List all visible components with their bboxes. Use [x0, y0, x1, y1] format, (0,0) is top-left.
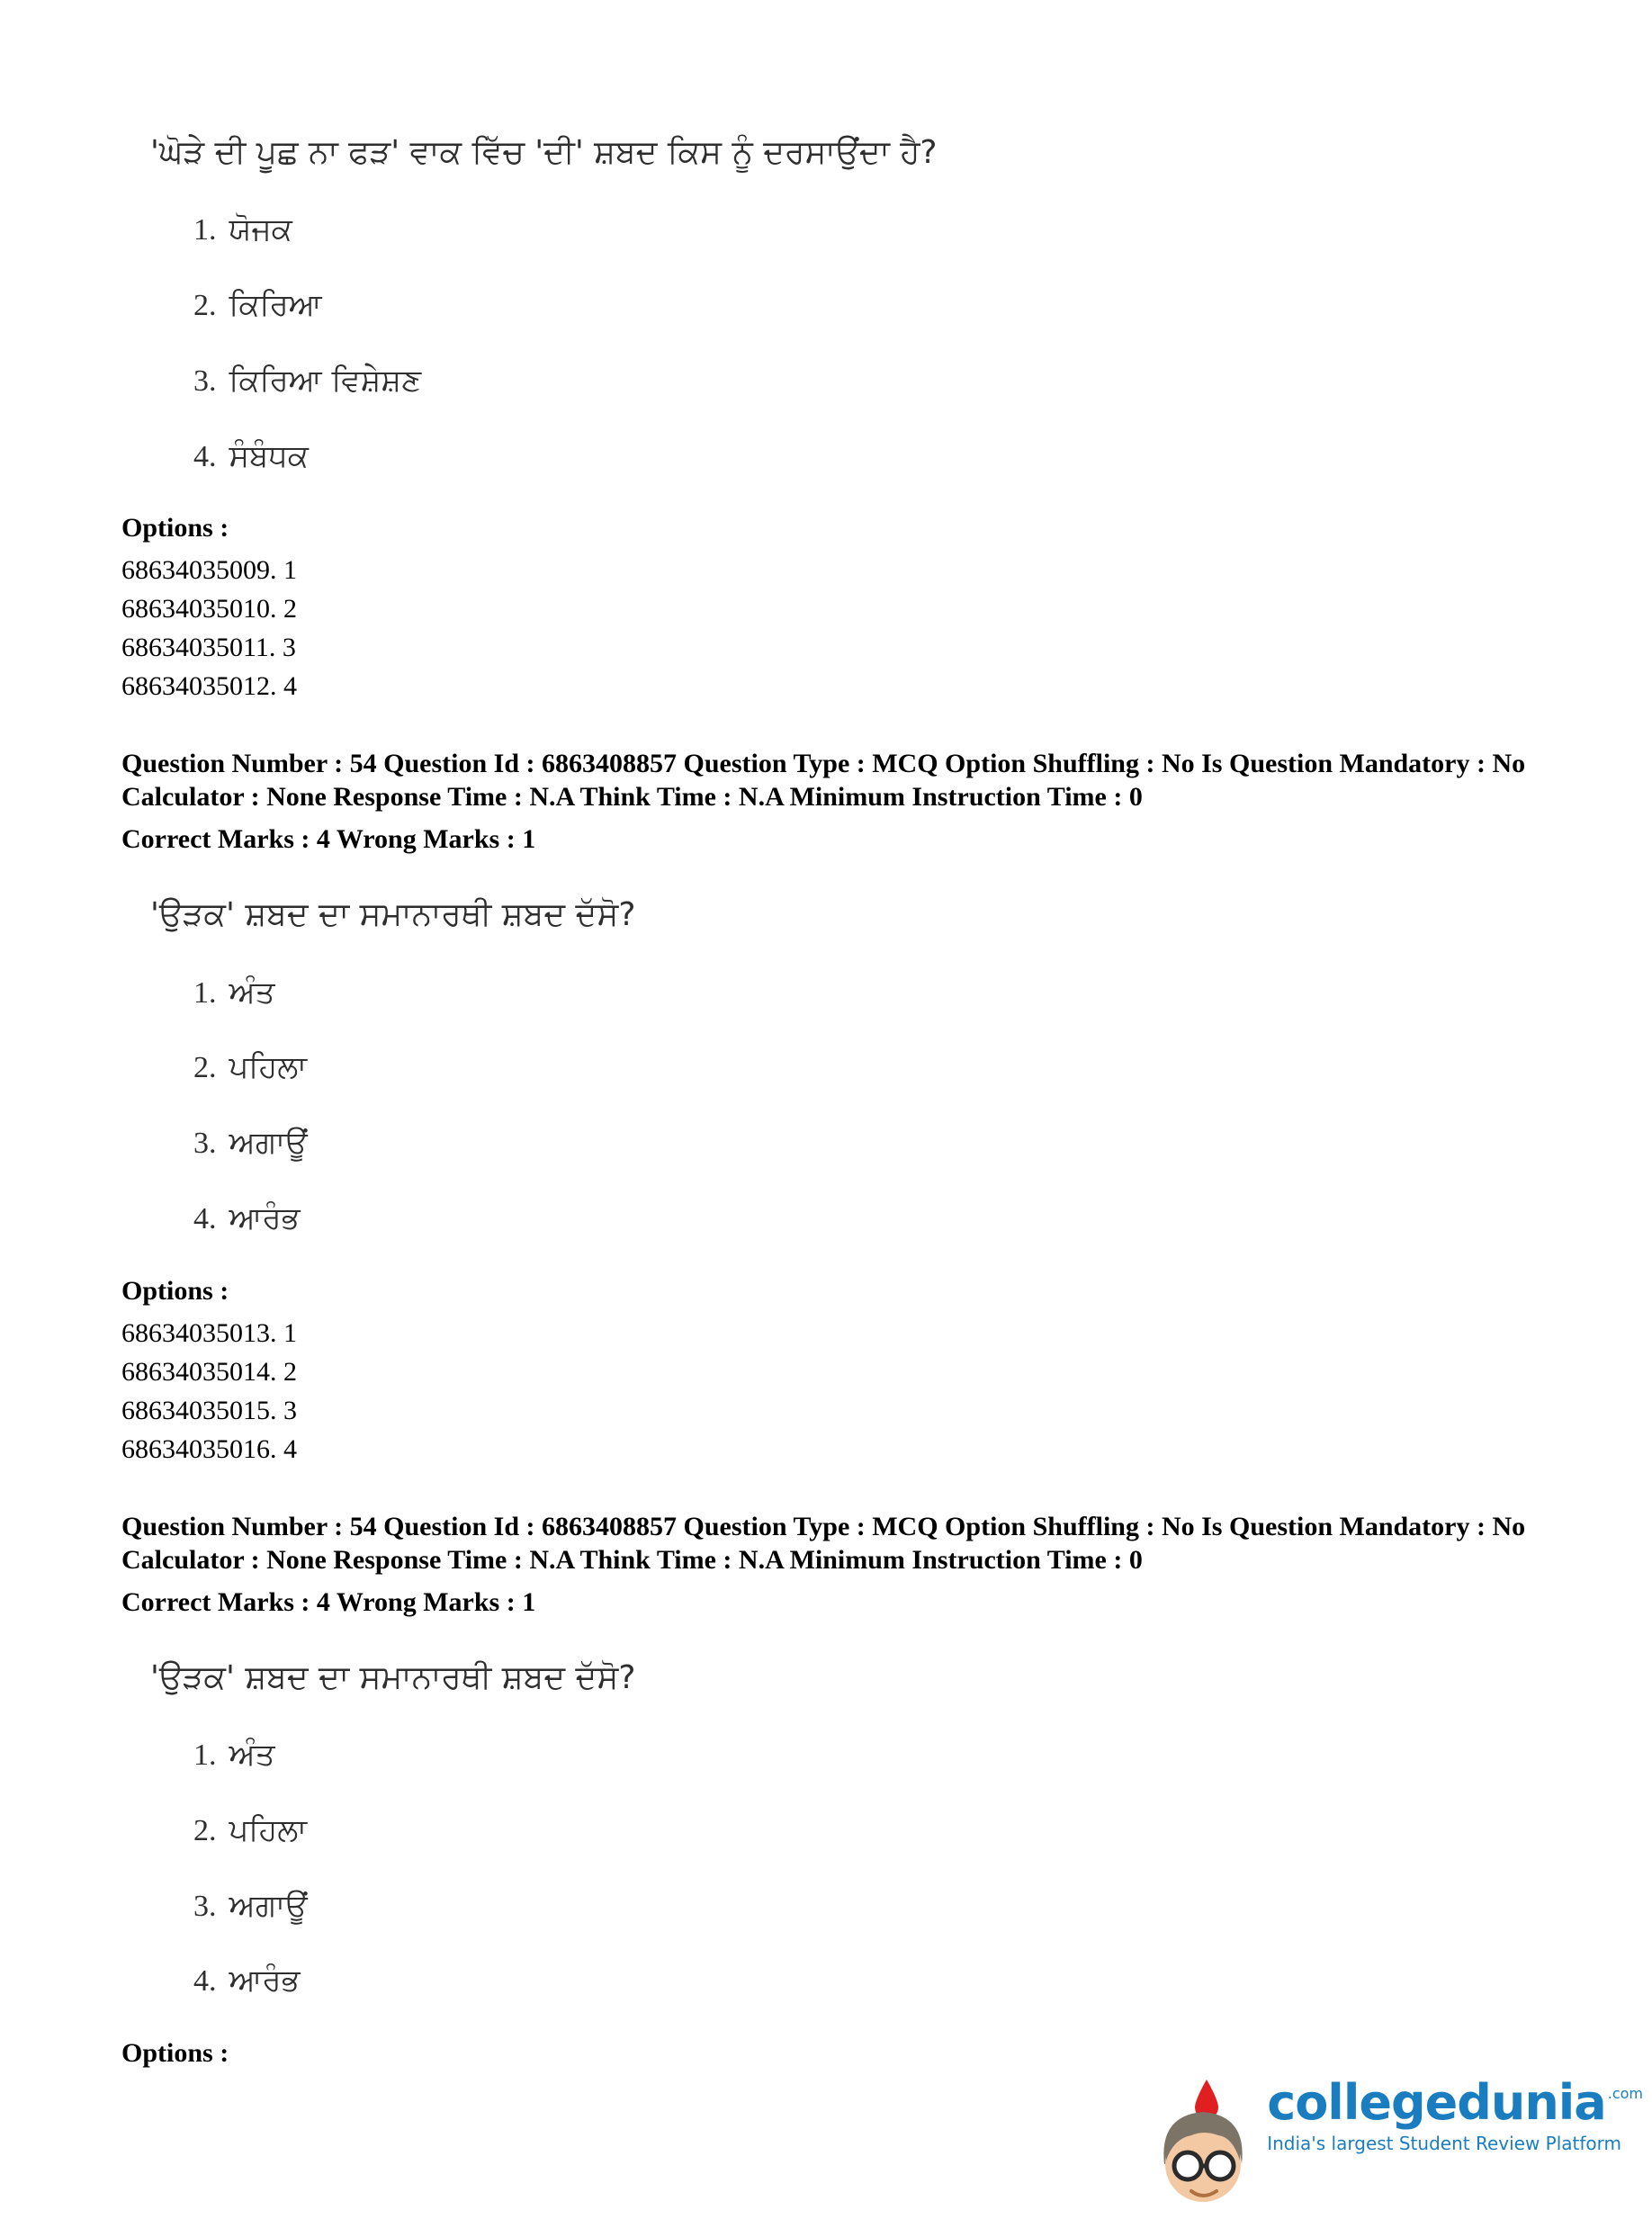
option-number: 4.	[193, 439, 217, 473]
option-item	[193, 1888, 1562, 1926]
option-text: ਅਗਾਊਂ	[229, 1125, 308, 1162]
question-text: 'ਉੜਕ' ਸ਼ਬਦ ਦਾ ਸਮਾਨਾਰਥੀ ਸ਼ਬਦ ਦੱਸੋ?	[150, 1658, 636, 1696]
option-id-line: 68634035014. 2	[121, 1356, 297, 1387]
option-number: 2.	[193, 1813, 217, 1847]
option-text: ਆਰੰਭ	[229, 1963, 301, 1999]
logo-text	[1267, 2074, 1643, 2154]
brand-tagline: India's largest Student Review Platform	[1267, 2132, 1622, 2154]
option-item	[193, 438, 1562, 476]
option-text: ਅੰਤ	[229, 974, 275, 1011]
option-number: 1.	[193, 975, 217, 1010]
option-item	[193, 1125, 1562, 1163]
collegedunia-logo	[1150, 2074, 1643, 2214]
option-item	[193, 363, 1562, 400]
option-id-line: 68634035013. 1	[121, 1317, 297, 1348]
metadata-line: Question Number : 54 Question Id : 6863408857 Question Type : MCQ Option Shuffling : No Is Question Mandatory : No Calculator : None Response Time : N.A Think Time : N.A Minimum Instruction Time : 0	[121, 749, 1526, 813]
option-item	[193, 1200, 1562, 1238]
option-number: 1.	[193, 213, 217, 247]
brand-name: collegedunia	[1267, 2074, 1606, 2131]
option-text: ਕਿਰਿਆ	[229, 286, 322, 323]
option-number: 4.	[193, 1201, 217, 1235]
question-block	[121, 1658, 1562, 2069]
option-number: 3.	[193, 1889, 217, 1923]
marks-line: Correct Marks : 4 Wrong Marks : 1	[121, 1586, 536, 1617]
option-number: 3.	[193, 364, 217, 398]
option-text: ਸੰਬੰਧਕ	[229, 437, 309, 474]
option-text: ਕਿਰਿਆ ਵਿਸ਼ੇਸ਼ਣ	[229, 362, 422, 399]
option-number: 3.	[193, 1127, 217, 1161]
option-text: ਯੋਜਕ	[229, 211, 292, 248]
question-block	[121, 133, 1562, 705]
option-number: 2.	[193, 288, 217, 322]
brand-suffix: .com	[1607, 2085, 1643, 2102]
option-item	[193, 1049, 1562, 1087]
option-text: ਪਹਿਲਾ	[229, 1811, 307, 1848]
metadata-line: Question Number : 54 Question Id : 6863408857 Question Type : MCQ Option Shuffling : No Is Question Mandatory : No Calculator : None Response Time : N.A Think Time : N.A Minimum Instruction Time : 0	[121, 1511, 1526, 1575]
option-id-line: 68634035009. 1	[121, 555, 297, 586]
option-number: 1.	[193, 1738, 217, 1772]
question-metadata	[121, 747, 1562, 856]
question-text: 'ਉੜਕ' ਸ਼ਬਦ ਦਾ ਸਮਾਨਾਰਥੀ ਸ਼ਬਦ ਦੱਸੋ?	[150, 896, 636, 934]
option-number: 2.	[193, 1051, 217, 1085]
option-item	[193, 211, 1562, 249]
marks-line: Correct Marks : 4 Wrong Marks : 1	[121, 824, 536, 855]
option-id-line: 68634035015. 3	[121, 1395, 297, 1425]
options-label: Options :	[121, 2038, 229, 2069]
option-id-line: 68634035012. 4	[121, 671, 297, 702]
option-item	[193, 1737, 1562, 1774]
option-id-line: 68634035011. 3	[121, 633, 296, 663]
question-text: 'ਘੋੜੇ ਦੀ ਪੂਛ ਨਾ ਫੜ' ਵਾਕ ਵਿੱਚ 'ਦੀ' ਸ਼ਬਦ ਕਿਸ ਨੂੰ ਦਰਸਾਉਂਦਾ ਹੈ?	[150, 134, 938, 171]
option-text: ਅੰਤ	[229, 1736, 275, 1773]
option-id-line: 68634035010. 2	[121, 594, 297, 624]
option-text: ਆਰੰਭ	[229, 1199, 301, 1236]
option-item	[193, 287, 1562, 325]
option-item	[193, 1963, 1562, 2000]
option-text: ਪਹਿਲਾ	[229, 1049, 307, 1086]
option-id-line: 68634035016. 4	[121, 1433, 297, 1464]
option-number: 4.	[193, 1964, 217, 1999]
question-metadata	[121, 1510, 1562, 1619]
collegedunia-mascot-icon	[1150, 2078, 1256, 2214]
question-block	[121, 895, 1562, 1468]
option-item	[193, 975, 1562, 1012]
option-item	[193, 1812, 1562, 1850]
options-label: Options :	[121, 513, 229, 544]
options-label: Options :	[121, 1275, 229, 1306]
option-text: ਅਗਾਊਂ	[229, 1887, 308, 1924]
